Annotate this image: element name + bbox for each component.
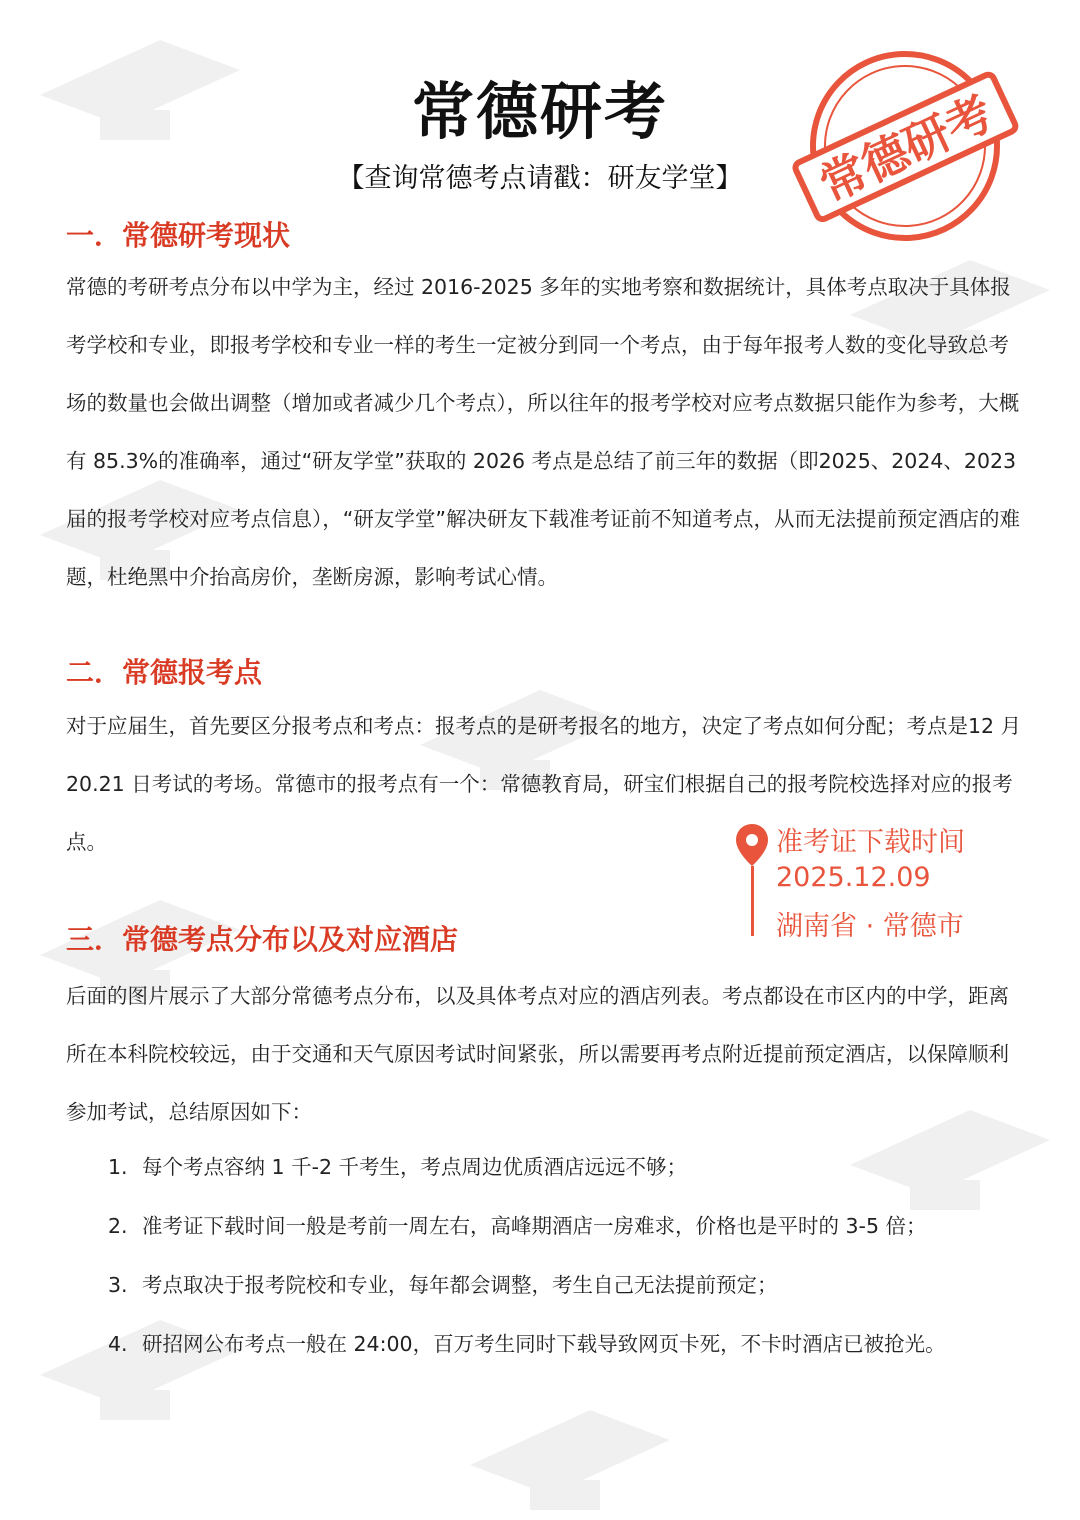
list-item-text: 研招网公布考点一般在 24:00，百万考生同时下载导致网页卡死，不卡时酒店已被抢光。: [142, 1332, 946, 1356]
section-hotels-paragraph: 后面的图片展示了大部分常德考点分布，以及具体考点对应的酒店列表。考点都设在市区内的中学，距离所在本科院校较远，由于交通和天气原因考试时间紧张，所以需要再考点附近提前预定酒店，以保障顺利参加考试，总结原因如下：: [66, 984, 1009, 1124]
list-item-text: 每个考点容纳 1 千-2 千考生，考点周边优质酒店远远不够；: [142, 1155, 688, 1179]
stamp-seal: [790, 46, 1020, 246]
list-item: [108, 1315, 946, 1374]
section-status-paragraph: 常德的考研考点分布以中学为主，经过 2016-2025 多年的实地考察和数据统计，具体考点取决于具体报考学校和专业，即报考学校和专业一样的考生一定被分到同一个考点，由于每年报考人数的变化导致总考场的数量也会做出调整（增加或者减少几个考点），所以往年的报考学校对应考点数据只能作为参考，大概有 85.3%的准确率，通过“研友学堂”获取的 2026 考点是总结了前三年的数据（即2025、2024、2023 届的报考学校对应考点信息），“研友学堂”解决研友下载准考证前不知道考点，从而无法提前预定酒店的难题，杜绝黑中介抬高房价，垄断房源，影响考试心情。: [66, 275, 1020, 589]
info-card-label: 准考证下载时间: [776, 827, 965, 858]
list-item: [108, 1197, 946, 1256]
list-item-number: 1.: [108, 1155, 128, 1179]
location-pin-icon: [736, 824, 768, 866]
info-card-location: 湖南省 · 常德市: [776, 911, 964, 942]
list-item: [108, 1138, 946, 1197]
section-heading-hotels: 三．常德考点分布以及对应酒店: [66, 923, 459, 956]
list-item: [108, 1256, 946, 1315]
stamp-text: 常德研考: [811, 85, 1002, 213]
info-card-divider: [751, 866, 754, 936]
list-item-number: 4.: [108, 1332, 128, 1356]
section-registration-paragraph: 对于应届生，首先要区分报考点和考点：报考点的是研考报名的地方，决定了考点如何分配；考点是12 月 20.21 日考试的考场。常德市的报考点有一个：常德教育局，研宝们根据自己的报考院校选择对应的报考点。: [66, 714, 1022, 854]
page-title: 常德研考: [411, 75, 668, 148]
admission-ticket-info-card: [736, 818, 1036, 942]
page-subtitle: 【查询常德考点请戳：研友学堂】: [337, 163, 743, 194]
reasons-list: [108, 1138, 946, 1374]
background-cap-icon: [470, 1410, 670, 1520]
list-item-number: 2.: [108, 1214, 128, 1238]
list-item-text: 考点取决于报考院校和专业，每年都会调整，考生自己无法提前预定；: [142, 1273, 778, 1297]
list-item-text: 准考证下载时间一般是考前一周左右，高峰期酒店一房难求，价格也是平时的 3-5 倍；: [142, 1214, 927, 1238]
list-item-number: 3.: [108, 1273, 128, 1297]
section-heading-registration: 二．常德报考点: [66, 656, 263, 689]
info-card-date: 2025.12.09: [776, 862, 931, 893]
section-heading-status: 一．常德研考现状: [66, 219, 291, 252]
